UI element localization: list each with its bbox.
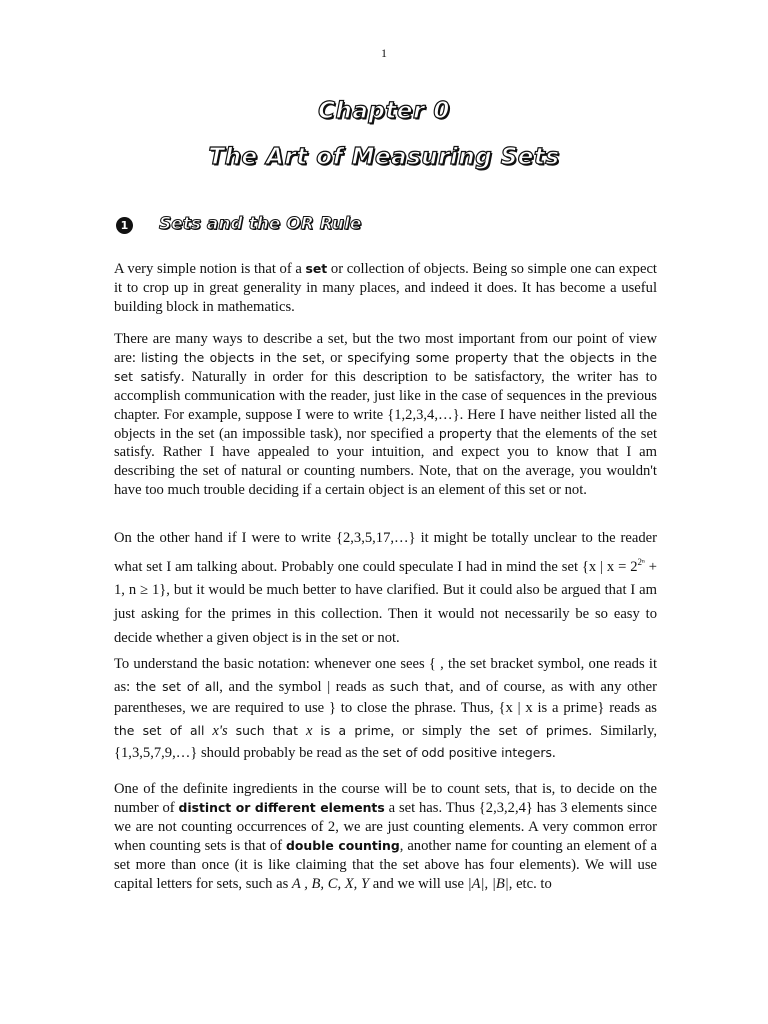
paragraph-4 <box>114 654 657 765</box>
text-run: it might be totally unclear to the reader what set I am talking about. Probably one could speculate I had in mind the set <box>114 530 657 575</box>
text-run: , and the symbol | reads as <box>219 678 390 695</box>
text-run: should probably be read as the <box>197 745 383 761</box>
text-run: , etc. to <box>508 875 552 892</box>
term-property: property <box>438 425 492 441</box>
section-title: Sets and the OR Rule <box>159 214 362 234</box>
chapter-title: Chapter 0 <box>318 98 450 124</box>
text-run: that the elements of the set satisfy. Rather I have appealed to your intuition, and expect you to know that I am describing the set of natural or counting numbers. Note, that on the average, you wouldn't have too much trouble deciding if a certain object is an element of this set or not. <box>114 425 658 499</box>
reading-is-a-prime: is a prime <box>320 722 391 738</box>
text-run: , but it would be much better to have clarified. But it could also be argued that I am just asking for the primes in this collection. Then it would not necessarily be so easy to decide whether a given object is in the set or not. <box>114 582 657 647</box>
math-set-letters: A , B, C, X, Y <box>291 875 373 892</box>
math-prime-set: {x | x is a prime} <box>498 700 605 716</box>
text-run: On the other hand if I were to write <box>114 530 336 546</box>
text-run: a set has. Thus {2,3,2,4} has 3 elements since we are not counting occurrences of 2, we are just counting elements. A very common error when counting sets is that of <box>114 799 657 854</box>
paragraph-2 <box>114 330 657 500</box>
text-run: or collection of objects. Being so simple one can expect it to crop up in great generality in many places, and indeed it does. It has become a useful building block in mathematics. <box>114 261 657 315</box>
math-var: x's <box>204 722 236 739</box>
text-run: There are many ways to describe a set, but the two most important from our point of view are: <box>114 331 657 366</box>
math-set-2-3-5-17: {2,3,5,17,…} <box>335 530 416 546</box>
reading-set-of-primes: the set of primes <box>469 722 589 738</box>
text-run: , another name for counting an element of a set more than once (it is like claiming that the set above has four elements). We will use capital letters for sets, such as <box>114 837 657 892</box>
math-exponent: 2ⁿ <box>637 556 645 567</box>
term-distinct-elements: distinct or different elements <box>178 799 385 815</box>
section-heading <box>114 214 654 242</box>
term-the-set-of-all: the set of all <box>135 678 220 694</box>
math-part: {x | x = 2 <box>581 558 638 575</box>
math-var: x <box>298 722 321 739</box>
text-run: , <box>484 875 492 892</box>
text-run: , or simply <box>390 722 470 739</box>
chapter-subtitle: The Art of Measuring Sets <box>208 144 560 170</box>
text-run: A very simple notion is that of a <box>114 261 306 277</box>
text-run: One of the definite ingredients in the course will be to count sets, that is, to decide on the number of <box>114 781 657 816</box>
section-number-badge: 1 <box>116 217 133 234</box>
math-odd-set: {1,3,5,7,9,…} <box>114 745 198 761</box>
text-run: . Similarly, <box>588 722 657 739</box>
math-natural-set: {1,2,3,4,…} <box>387 406 460 423</box>
text-run: , and of course, as with any other parentheses, we are required to use } to close the phrase. Thus, <box>114 678 657 716</box>
paragraph-1 <box>114 260 657 317</box>
term-set: set <box>305 261 328 276</box>
text-run: reads as <box>604 700 657 716</box>
term-such-that: such that <box>389 678 450 694</box>
math-part: + 1, n ≥ 1} <box>114 558 657 599</box>
text-run: . Here I have neither listed all the objects in the set (an impossible task), nor specified a <box>114 406 657 442</box>
paragraph-3 <box>114 527 657 651</box>
reading-the-set-of-all: the set of all <box>114 722 205 738</box>
math-cardinality-a: |A| <box>467 875 485 892</box>
text-run: . Naturally in order for this description to be satisfactory, the writer has to accomplish communication with the reader, just like in the case of sequences in the previous chapter. For example, suppose I were to write <box>114 368 657 423</box>
page-number: 1 <box>381 46 387 60</box>
text-run: To understand the basic notation: whenever one sees { , the set bracket symbol, one reads it as: <box>114 656 657 695</box>
term-listing: listing the objects in the set <box>141 349 322 365</box>
text-run: , or <box>321 349 348 366</box>
reading-such-that: such that <box>235 722 298 738</box>
text-run: . <box>551 745 556 761</box>
paragraph-5 <box>114 780 657 893</box>
term-specifying: specifying some property that the objects in the set satisfy <box>114 349 657 384</box>
math-cardinality-b: |B| <box>491 875 509 892</box>
term-double-counting: double counting <box>286 837 400 853</box>
text-run: and we will use <box>372 875 468 892</box>
reading-set-of-odd-positive-integers: set of odd positive integers <box>382 745 552 760</box>
